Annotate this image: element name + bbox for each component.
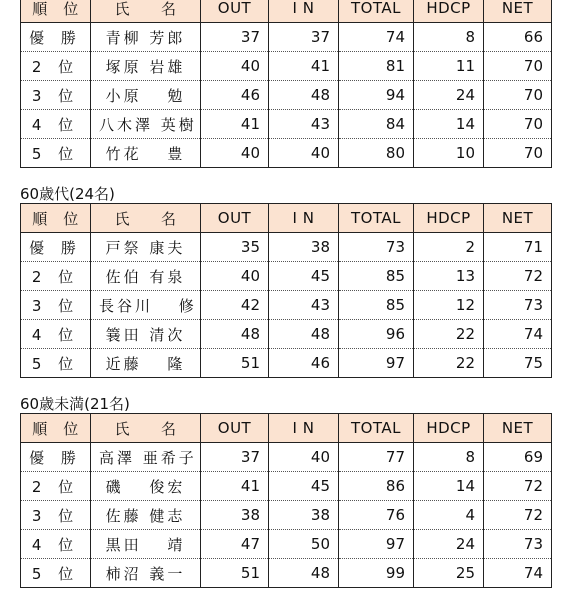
- hdcp-cell: 8: [414, 23, 484, 52]
- in-cell: 41: [269, 52, 339, 81]
- in-cell: 48: [269, 559, 339, 588]
- rank-cell: 優 勝: [21, 443, 91, 472]
- header-hdcp: HDCP: [414, 0, 484, 23]
- table-header-row: [21, 414, 552, 443]
- table-row: [21, 559, 552, 588]
- rank-cell: 4 位: [21, 530, 91, 559]
- table-row: [21, 23, 552, 52]
- name-cell: 簔田 清次: [91, 320, 201, 349]
- name-cell: 磯 俊宏: [91, 472, 201, 501]
- table-header-row: [21, 0, 552, 23]
- in-cell: 38: [269, 501, 339, 530]
- table-row: [21, 530, 552, 559]
- net-cell: 70: [484, 52, 552, 81]
- hdcp-cell: 10: [414, 139, 484, 168]
- out-cell: 42: [201, 291, 269, 320]
- out-cell: 48: [201, 320, 269, 349]
- header-total: TOTAL: [339, 204, 414, 233]
- header-net: NET: [484, 204, 552, 233]
- hdcp-cell: 22: [414, 349, 484, 378]
- net-cell: 74: [484, 559, 552, 588]
- rank-cell: 3 位: [21, 501, 91, 530]
- total-cell: 96: [339, 320, 414, 349]
- table-body: [21, 443, 552, 588]
- section-caption: 60歳未満(21名): [20, 395, 130, 413]
- table-row: [21, 291, 552, 320]
- header-hdcp: HDCP: [414, 204, 484, 233]
- name-cell: 柿沼 義一: [91, 559, 201, 588]
- rank-cell: 4 位: [21, 320, 91, 349]
- in-cell: 43: [269, 110, 339, 139]
- results-table: [20, 203, 552, 378]
- header-net: NET: [484, 0, 552, 23]
- name-cell: 佐藤 健志: [91, 501, 201, 530]
- name-cell: 八木澤 英樹: [91, 110, 201, 139]
- in-cell: 38: [269, 233, 339, 262]
- out-cell: 47: [201, 530, 269, 559]
- header-hdcp: HDCP: [414, 414, 484, 443]
- table-row: [21, 501, 552, 530]
- rank-cell: 2 位: [21, 262, 91, 291]
- header-out: OUT: [201, 414, 269, 443]
- table-row: [21, 262, 552, 291]
- in-cell: 37: [269, 23, 339, 52]
- hdcp-cell: 2: [414, 233, 484, 262]
- header-rank: 順 位: [21, 0, 91, 23]
- name-cell: 青柳 芳郎: [91, 23, 201, 52]
- total-cell: 99: [339, 559, 414, 588]
- rank-cell: 5 位: [21, 139, 91, 168]
- out-cell: 38: [201, 501, 269, 530]
- hdcp-cell: 11: [414, 52, 484, 81]
- in-cell: 46: [269, 349, 339, 378]
- out-cell: 41: [201, 472, 269, 501]
- rank-cell: 2 位: [21, 52, 91, 81]
- hdcp-cell: 12: [414, 291, 484, 320]
- net-cell: 73: [484, 530, 552, 559]
- table-body: [21, 233, 552, 378]
- hdcp-cell: 13: [414, 262, 484, 291]
- header-rank: 順 位: [21, 204, 91, 233]
- in-cell: 45: [269, 472, 339, 501]
- table-row: [21, 233, 552, 262]
- net-cell: 72: [484, 501, 552, 530]
- header-in: I N: [269, 414, 339, 443]
- total-cell: 94: [339, 81, 414, 110]
- net-cell: 72: [484, 472, 552, 501]
- table-row: [21, 443, 552, 472]
- out-cell: 51: [201, 559, 269, 588]
- name-cell: 長谷川 修: [91, 291, 201, 320]
- header-in: I N: [269, 204, 339, 233]
- net-cell: 74: [484, 320, 552, 349]
- net-cell: 72: [484, 262, 552, 291]
- header-out: OUT: [201, 204, 269, 233]
- header-out: OUT: [201, 0, 269, 23]
- table-row: [21, 472, 552, 501]
- results-table-section-1: [20, 0, 552, 168]
- table-header-row: [21, 204, 552, 233]
- hdcp-cell: 8: [414, 443, 484, 472]
- net-cell: 70: [484, 81, 552, 110]
- name-cell: 佐伯 有泉: [91, 262, 201, 291]
- in-cell: 48: [269, 320, 339, 349]
- name-cell: 高澤 亜希子: [91, 443, 201, 472]
- in-cell: 43: [269, 291, 339, 320]
- section-caption: 60歳代(24名): [20, 185, 115, 203]
- table-row: [21, 52, 552, 81]
- table-body: [21, 23, 552, 168]
- out-cell: 37: [201, 443, 269, 472]
- out-cell: 40: [201, 52, 269, 81]
- net-cell: 69: [484, 443, 552, 472]
- hdcp-cell: 4: [414, 501, 484, 530]
- out-cell: 46: [201, 81, 269, 110]
- out-cell: 51: [201, 349, 269, 378]
- results-table-section-3: [20, 413, 552, 588]
- net-cell: 70: [484, 139, 552, 168]
- net-cell: 70: [484, 110, 552, 139]
- total-cell: 76: [339, 501, 414, 530]
- name-cell: 竹花 豊: [91, 139, 201, 168]
- total-cell: 85: [339, 291, 414, 320]
- total-cell: 84: [339, 110, 414, 139]
- total-cell: 86: [339, 472, 414, 501]
- table-row: [21, 320, 552, 349]
- results-table-section-2: [20, 203, 552, 378]
- table-row: [21, 139, 552, 168]
- rank-cell: 3 位: [21, 291, 91, 320]
- header-total: TOTAL: [339, 0, 414, 23]
- total-cell: 73: [339, 233, 414, 262]
- table-row: [21, 110, 552, 139]
- out-cell: 40: [201, 139, 269, 168]
- name-cell: 小原 勉: [91, 81, 201, 110]
- rank-cell: 4 位: [21, 110, 91, 139]
- rank-cell: 2 位: [21, 472, 91, 501]
- header-name: 氏 名: [91, 414, 201, 443]
- hdcp-cell: 24: [414, 530, 484, 559]
- rank-cell: 優 勝: [21, 233, 91, 262]
- hdcp-cell: 24: [414, 81, 484, 110]
- header-name: 氏 名: [91, 0, 201, 23]
- name-cell: 黒田 靖: [91, 530, 201, 559]
- net-cell: 75: [484, 349, 552, 378]
- results-table: [20, 413, 552, 588]
- total-cell: 85: [339, 262, 414, 291]
- rank-cell: 5 位: [21, 349, 91, 378]
- total-cell: 97: [339, 530, 414, 559]
- hdcp-cell: 22: [414, 320, 484, 349]
- rank-cell: 5 位: [21, 559, 91, 588]
- total-cell: 81: [339, 52, 414, 81]
- net-cell: 71: [484, 233, 552, 262]
- header-net: NET: [484, 414, 552, 443]
- rank-cell: 優 勝: [21, 23, 91, 52]
- out-cell: 37: [201, 23, 269, 52]
- out-cell: 35: [201, 233, 269, 262]
- table-row: [21, 81, 552, 110]
- net-cell: 66: [484, 23, 552, 52]
- in-cell: 40: [269, 139, 339, 168]
- header-total: TOTAL: [339, 414, 414, 443]
- out-cell: 40: [201, 262, 269, 291]
- name-cell: 塚原 岩雄: [91, 52, 201, 81]
- table-row: [21, 349, 552, 378]
- name-cell: 近藤 隆: [91, 349, 201, 378]
- in-cell: 50: [269, 530, 339, 559]
- total-cell: 74: [339, 23, 414, 52]
- net-cell: 73: [484, 291, 552, 320]
- in-cell: 48: [269, 81, 339, 110]
- hdcp-cell: 25: [414, 559, 484, 588]
- results-table: [20, 0, 552, 168]
- header-rank: 順 位: [21, 414, 91, 443]
- in-cell: 45: [269, 262, 339, 291]
- total-cell: 77: [339, 443, 414, 472]
- header-name: 氏 名: [91, 204, 201, 233]
- in-cell: 40: [269, 443, 339, 472]
- total-cell: 97: [339, 349, 414, 378]
- hdcp-cell: 14: [414, 472, 484, 501]
- name-cell: 戸祭 康夫: [91, 233, 201, 262]
- hdcp-cell: 14: [414, 110, 484, 139]
- total-cell: 80: [339, 139, 414, 168]
- out-cell: 41: [201, 110, 269, 139]
- rank-cell: 3 位: [21, 81, 91, 110]
- header-in: I N: [269, 0, 339, 23]
